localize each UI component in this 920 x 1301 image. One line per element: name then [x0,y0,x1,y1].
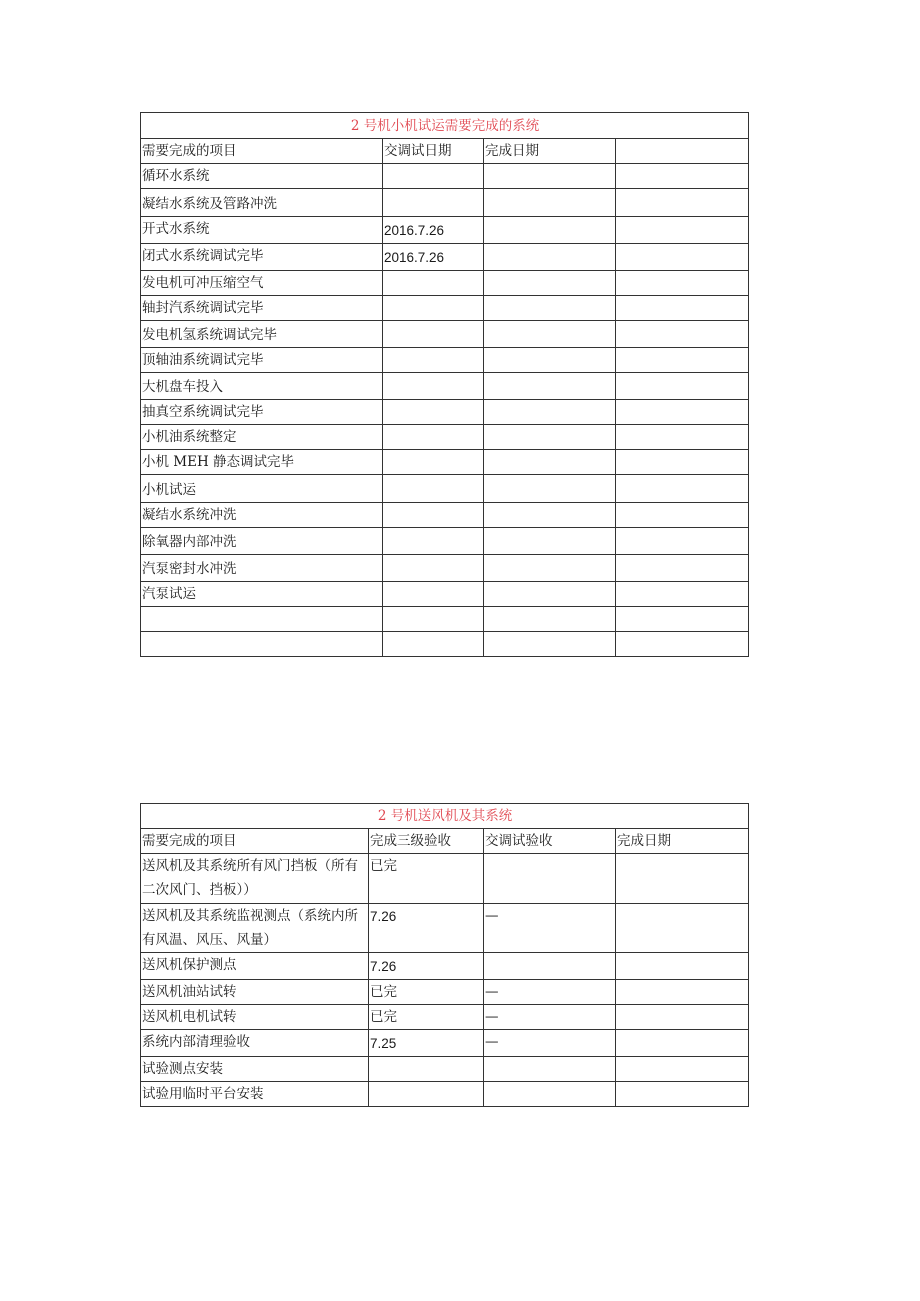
table-cell [616,475,749,503]
column-header: 完成日期 [616,829,749,854]
table-cell: 试验测点安装 [141,1057,369,1082]
table-cell [484,321,616,348]
column-header: 交调试验收 [484,829,616,854]
table-cell: 已完 [369,1005,484,1030]
system-table-1 [140,112,749,657]
table-cell: 试验用临时平台安装 [141,1082,369,1107]
table-row [141,425,749,450]
table-cell [484,450,616,475]
table-cell: 送风机保护测点 [141,953,369,980]
table-cell [616,321,749,348]
table-row [141,373,749,400]
table-cell [383,450,484,475]
column-header [616,139,749,164]
table-cell: 7.26 [369,953,484,980]
column-header: 需要完成的项目 [141,139,383,164]
table-cell: 开式水系统 [141,217,383,244]
table-cell [616,607,749,632]
table-row [141,1005,749,1030]
table-row [141,450,749,475]
table-title: 2 号机送风机及其系统 [141,804,749,829]
table-cell [383,164,484,189]
table-cell: 送风机及其系统所有风门挡板（所有二次风门、挡板）） [141,854,369,904]
table-cell: 闭式水系统调试完毕 [141,244,383,271]
table-cell [616,450,749,475]
table-row [141,164,749,189]
table-row [141,953,749,980]
table-row [141,980,749,1005]
table-cell [616,271,749,296]
table-cell [616,1057,749,1082]
table-row [141,503,749,528]
table-cell [616,217,749,244]
table-cell [484,271,616,296]
table-cell [484,373,616,400]
table-cell: 抽真空系统调试完毕 [141,400,383,425]
table-cell [484,1057,616,1082]
table-cell [484,425,616,450]
table-cell [484,244,616,271]
table-row [141,189,749,217]
table-cell [383,607,484,632]
table-row [141,321,749,348]
table-cell [616,1030,749,1057]
table-cell [616,980,749,1005]
table-cell [383,321,484,348]
table-cell [616,164,749,189]
table-cell [484,1082,616,1107]
table-cell: 凝结水系统及管路冲洗 [141,189,383,217]
table-cell [484,582,616,607]
table-cell [484,503,616,528]
table-cell [383,271,484,296]
table-cell: 送风机油站试转 [141,980,369,1005]
table-cell [616,632,749,657]
table-row [141,904,749,953]
table-cell: 汽泵试运 [141,582,383,607]
table-cell: 顶轴油系统调试完毕 [141,348,383,373]
table-cell [616,373,749,400]
table-cell: 系统内部清理验收 [141,1030,369,1057]
table-cell [484,400,616,425]
table-cell [616,296,749,321]
table-row [141,217,749,244]
table-row [141,1057,749,1082]
table-cell: 2016.7.26 [383,217,484,244]
table-cell [383,189,484,217]
table-cell: 7.25 [369,1030,484,1057]
table-cell: 已完 [369,854,484,904]
table-row [141,475,749,503]
table-cell: 大机盘车投入 [141,373,383,400]
table-cell: 除氧器内部冲洗 [141,528,383,555]
table-cell [616,348,749,373]
table-cell: 送风机电机试转 [141,1005,369,1030]
column-header: 交调试日期 [383,139,484,164]
table-cell [383,348,484,373]
table-cell: 送风机及其系统监视测点（系统内所有风温、风压、风量） [141,904,369,953]
table-cell: 小机油系统整定 [141,425,383,450]
table-cell [484,607,616,632]
table-row [141,555,749,582]
table-row [141,632,749,657]
table-row [141,528,749,555]
column-header: 完成日期 [484,139,616,164]
table-cell [484,555,616,582]
table-cell [484,475,616,503]
table-cell [484,296,616,321]
table-cell [383,555,484,582]
table-cell: 发电机可冲压缩空气 [141,271,383,296]
table-cell [616,400,749,425]
table-cell [484,217,616,244]
table-row [141,854,749,904]
table-cell [616,1005,749,1030]
table-cell: 2016.7.26 [383,244,484,271]
table-cell [484,164,616,189]
table-cell [616,582,749,607]
table-cell [616,425,749,450]
table-cell: — [484,904,616,953]
table-row [141,271,749,296]
table-title: 2 号机小机试运需要完成的系统 [141,113,749,139]
table-row [141,582,749,607]
table-cell: 轴封汽系统调试完毕 [141,296,383,321]
table-row [141,607,749,632]
column-header: 完成三级验收 [369,829,484,854]
table-cell [616,528,749,555]
table-cell [369,1057,484,1082]
table-cell [141,607,383,632]
table-cell [616,904,749,953]
table-cell [383,400,484,425]
table-cell: 循环水系统 [141,164,383,189]
table-cell: 凝结水系统冲洗 [141,503,383,528]
table-cell: 7.26 [369,904,484,953]
table-row [141,1030,749,1057]
table-cell [383,632,484,657]
table-cell [383,475,484,503]
table-row [141,1082,749,1107]
table-cell [383,582,484,607]
table-cell: — [484,1030,616,1057]
table-cell [484,189,616,217]
table-cell: 已完 [369,980,484,1005]
table-cell: — [484,980,616,1005]
table-cell [616,1082,749,1107]
system-table-2 [140,803,749,1107]
table-cell: 汽泵密封水冲洗 [141,555,383,582]
table-cell [141,632,383,657]
table-row [141,296,749,321]
table-cell [383,528,484,555]
table-cell [484,632,616,657]
table-cell [383,296,484,321]
table-cell [383,373,484,400]
table-cell: 小机 MEH 静态调试完毕 [141,450,383,475]
table-cell [484,348,616,373]
table-cell [369,1082,484,1107]
table-cell [616,244,749,271]
table-cell [616,854,749,904]
table-row [141,400,749,425]
table-cell: — [484,1005,616,1030]
table-cell [616,953,749,980]
table-cell [484,528,616,555]
table-cell [383,425,484,450]
table-row [141,348,749,373]
table-cell: 发电机氢系统调试完毕 [141,321,383,348]
table-cell [484,953,616,980]
table-cell [616,555,749,582]
table-cell [383,503,484,528]
table-cell [484,854,616,904]
column-header: 需要完成的项目 [141,829,369,854]
table-cell: 小机试运 [141,475,383,503]
table-cell [616,503,749,528]
table-cell [616,189,749,217]
table-row [141,244,749,271]
